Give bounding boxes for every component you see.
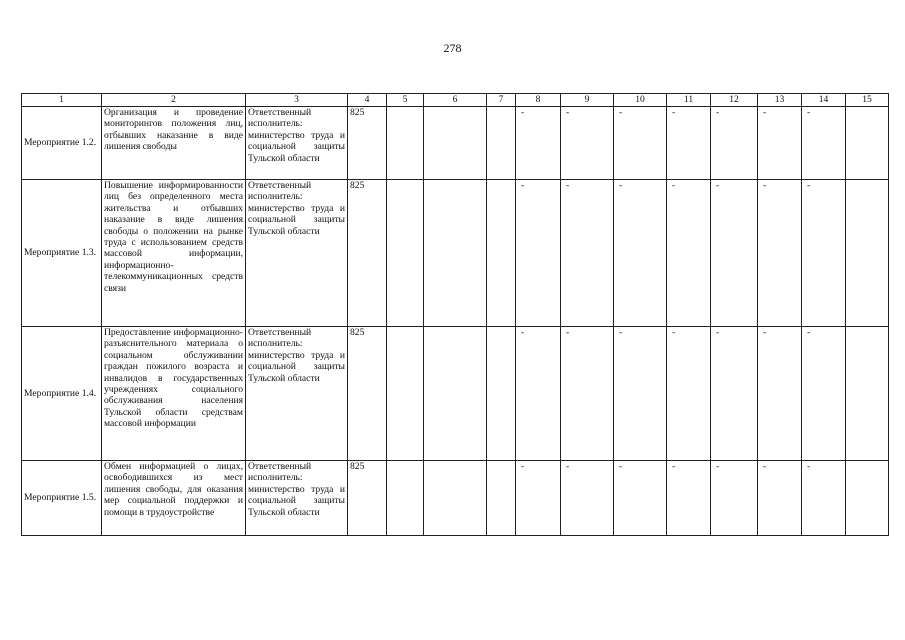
column-header: 13 [758, 94, 802, 107]
table-cell: - [667, 461, 711, 536]
measures-table [21, 93, 889, 536]
table-cell: - [516, 461, 561, 536]
table-row [22, 107, 889, 180]
table-cell: - [758, 107, 802, 180]
column-header: 8 [516, 94, 561, 107]
table-cell: - [758, 461, 802, 536]
column-header: 5 [387, 94, 424, 107]
measure-responsible: Ответственный исполнитель: министерство труда и социальной защиты Тульской области [246, 180, 348, 327]
table-cell: 825 [348, 461, 387, 536]
column-header: 3 [246, 94, 348, 107]
column-header: 10 [614, 94, 667, 107]
table-cell: - [516, 107, 561, 180]
table-cell: - [561, 107, 614, 180]
table-cell: - [614, 461, 667, 536]
table-cell [487, 327, 516, 461]
table-cell [846, 327, 889, 461]
measure-name: Мероприятие 1.2. [22, 107, 102, 180]
column-header: 7 [487, 94, 516, 107]
table-cell: - [561, 180, 614, 327]
table-cell: - [614, 180, 667, 327]
table-cell: - [802, 107, 846, 180]
table-cell [846, 107, 889, 180]
measure-name: Мероприятие 1.5. [22, 461, 102, 536]
table-cell: 825 [348, 107, 387, 180]
table-cell [487, 107, 516, 180]
table-cell: - [561, 327, 614, 461]
table-cell [487, 461, 516, 536]
table-cell [424, 461, 487, 536]
table-cell [387, 461, 424, 536]
table-cell: - [614, 107, 667, 180]
table-cell [387, 107, 424, 180]
table-cell: 825 [348, 180, 387, 327]
table-cell: - [667, 107, 711, 180]
table-row [22, 180, 889, 327]
column-header: 4 [348, 94, 387, 107]
table-cell [387, 180, 424, 327]
page-number: 278 [443, 41, 462, 55]
table-cell [424, 327, 487, 461]
measure-responsible: Ответственный исполнитель: министерство труда и социальной защиты Тульской области [246, 461, 348, 536]
table-cell [387, 327, 424, 461]
table-cell: - [802, 461, 846, 536]
table-cell: - [561, 461, 614, 536]
table-cell: - [802, 180, 846, 327]
measure-name: Мероприятие 1.3. [22, 180, 102, 327]
table-cell: 825 [348, 327, 387, 461]
measure-description: Организация и проведение мониторингов положения лиц, отбывших наказание в виде лишения свободы [102, 107, 246, 180]
measure-description: Повышение информированности лиц без определенного места жительства и отбывших наказание в виде лишения свободы о положении на рынке труда с использованием средств массовой информации, информационно-телекоммуникационных средств связи [102, 180, 246, 327]
column-header: 6 [424, 94, 487, 107]
table-header-row [22, 94, 889, 107]
column-header: 11 [667, 94, 711, 107]
table-cell: - [711, 180, 758, 327]
column-header: 12 [711, 94, 758, 107]
table-cell [846, 180, 889, 327]
table-cell: - [711, 107, 758, 180]
table-cell: - [614, 327, 667, 461]
table-cell: - [667, 327, 711, 461]
table-cell: - [758, 180, 802, 327]
measure-description: Обмен информацией о лицах, освободившихся из мест лишения свободы, для оказания мер социальной поддержки и помощи в трудоустройстве [102, 461, 246, 536]
table-cell: - [711, 327, 758, 461]
table-cell: - [802, 327, 846, 461]
table-cell [487, 180, 516, 327]
table-cell: - [516, 327, 561, 461]
column-header: 2 [102, 94, 246, 107]
table-cell [424, 180, 487, 327]
measure-description: Предоставление информационно-разъяснительного материала о социальном обслуживании граждан пожилого возраста и инвалидов в государственных учреждениях социального обслуживания населения Тульской области средствам массовой информации [102, 327, 246, 461]
measure-responsible: Ответственный исполнитель: министерство труда и социальной защиты Тульской области [246, 327, 348, 461]
column-header: 14 [802, 94, 846, 107]
table-cell [846, 461, 889, 536]
column-header: 15 [846, 94, 889, 107]
measure-name: Мероприятие 1.4. [22, 327, 102, 461]
table-row [22, 327, 889, 461]
column-header: 1 [22, 94, 102, 107]
measure-responsible: Ответственный исполнитель: министерство труда и социальной защиты Тульской области [246, 107, 348, 180]
table-cell: - [711, 461, 758, 536]
table-cell [424, 107, 487, 180]
table-cell: - [667, 180, 711, 327]
table-cell: - [516, 180, 561, 327]
table-cell: - [758, 327, 802, 461]
column-header: 9 [561, 94, 614, 107]
table-row [22, 461, 889, 536]
